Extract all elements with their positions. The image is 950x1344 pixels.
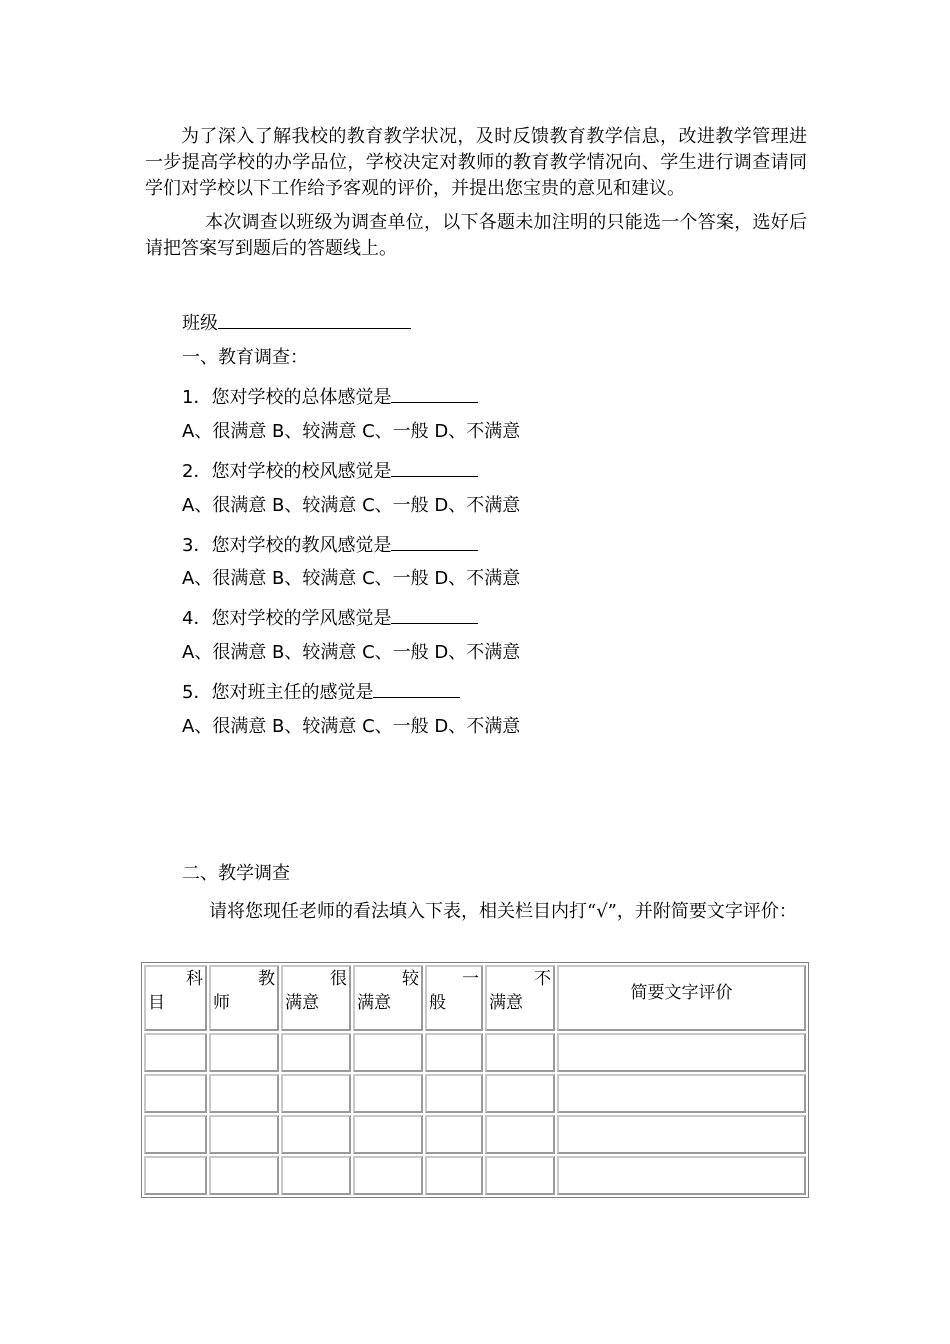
class-label: 班级 [182,313,218,334]
question-text: 您对班主任的感觉是 [211,682,374,703]
header-brief-comment: 简要文字评价 [557,965,806,1031]
question-4-options: A、很满意 B、较满意 C、一般 D、不满意 [182,642,521,663]
question-4 [182,605,478,630]
table-cell[interactable] [425,1115,483,1154]
table-row [144,1156,806,1195]
table-row [144,1074,806,1113]
table-cell[interactable] [353,1115,423,1154]
table-cell[interactable] [353,1156,423,1195]
header-teacher: 教 师 [209,965,279,1031]
question-5 [182,679,460,704]
table-cell[interactable] [485,1115,555,1154]
table-cell[interactable] [485,1156,555,1195]
table-cell[interactable] [209,1074,279,1113]
table-cell[interactable] [557,1156,806,1195]
table-cell[interactable] [425,1156,483,1195]
table-header-row [144,965,806,1031]
question-2 [182,458,478,483]
table-cell[interactable] [144,1156,207,1195]
header-not-satisfied: 不 满意 [485,965,555,1031]
header-fairly-satisfied: 较 满意 [353,965,423,1031]
table-cell[interactable] [144,1115,207,1154]
table-row [144,1115,806,1154]
question-3 [182,532,478,557]
table-cell[interactable] [144,1074,207,1113]
section2-instruction: 请将您现任老师的看法填入下表，相关栏目内打“√”，并附简要文字评价： [209,901,797,922]
table-cell[interactable] [557,1115,806,1154]
class-input-line[interactable] [218,310,411,329]
table-cell[interactable] [353,1033,423,1072]
table-cell[interactable] [425,1033,483,1072]
table-cell[interactable] [557,1033,806,1072]
table-cell[interactable] [281,1074,351,1113]
table-cell[interactable] [485,1074,555,1113]
question-text: 您对学校的学风感觉是 [211,608,392,629]
header-very-satisfied: 很 满意 [281,965,351,1031]
table-cell[interactable] [281,1156,351,1195]
table-row [144,1033,806,1072]
question-number: 5． [182,682,212,703]
question-number: 2． [182,461,212,482]
header-subject: 科 目 [144,965,207,1031]
section2-title: 二、教学调查 [182,863,290,884]
table-cell[interactable] [209,1033,279,1072]
question-2-options: A、很满意 B、较满意 C、一般 D、不满意 [182,495,521,516]
header-average: 一 般 [425,965,483,1031]
question-text: 您对学校的教风感觉是 [211,535,392,556]
question-number: 1． [182,387,212,408]
question-5-options: A、很满意 B、较满意 C、一般 D、不满意 [182,716,521,737]
table-cell[interactable] [144,1033,207,1072]
table-cell[interactable] [557,1074,806,1113]
question-3-options: A、很满意 B、较满意 C、一般 D、不满意 [182,568,521,589]
question-1-options: A、很满意 B、较满意 C、一般 D、不满意 [182,421,521,442]
table-cell[interactable] [281,1115,351,1154]
intro-paragraph-2: 本次调查以班级为调查单位，以下各题未加注明的只能选一个答案，选好后请把答案写到题后的答题线上。 [145,212,807,259]
class-field [182,310,411,335]
question-text: 您对学校的总体感觉是 [211,387,392,408]
answer-line[interactable] [391,458,478,477]
table-cell[interactable] [425,1074,483,1113]
table-cell[interactable] [209,1115,279,1154]
answer-line[interactable] [391,605,478,624]
table-cell[interactable] [485,1033,555,1072]
question-text: 您对学校的校风感觉是 [211,461,392,482]
evaluation-table [141,962,809,1198]
table-cell[interactable] [281,1033,351,1072]
table-cell[interactable] [353,1074,423,1113]
answer-line[interactable] [391,384,478,403]
question-1 [182,384,478,409]
answer-line[interactable] [391,532,478,551]
question-number: 3． [182,535,212,556]
table-cell[interactable] [209,1156,279,1195]
intro-paragraph-1: 为了深入了解我校的教育教学状况，及时反馈教育教学信息，改进教学管理进一步提高学校的办学品位，学校决定对教师的教育教学情况向、学生进行调查请同学们对学校以下工作给予客观的评价，并提出您宝贵的意见和建议。 [145,126,807,199]
section1-title: 一、教育调查： [182,347,308,368]
question-number: 4． [182,608,212,629]
answer-line[interactable] [373,679,460,698]
